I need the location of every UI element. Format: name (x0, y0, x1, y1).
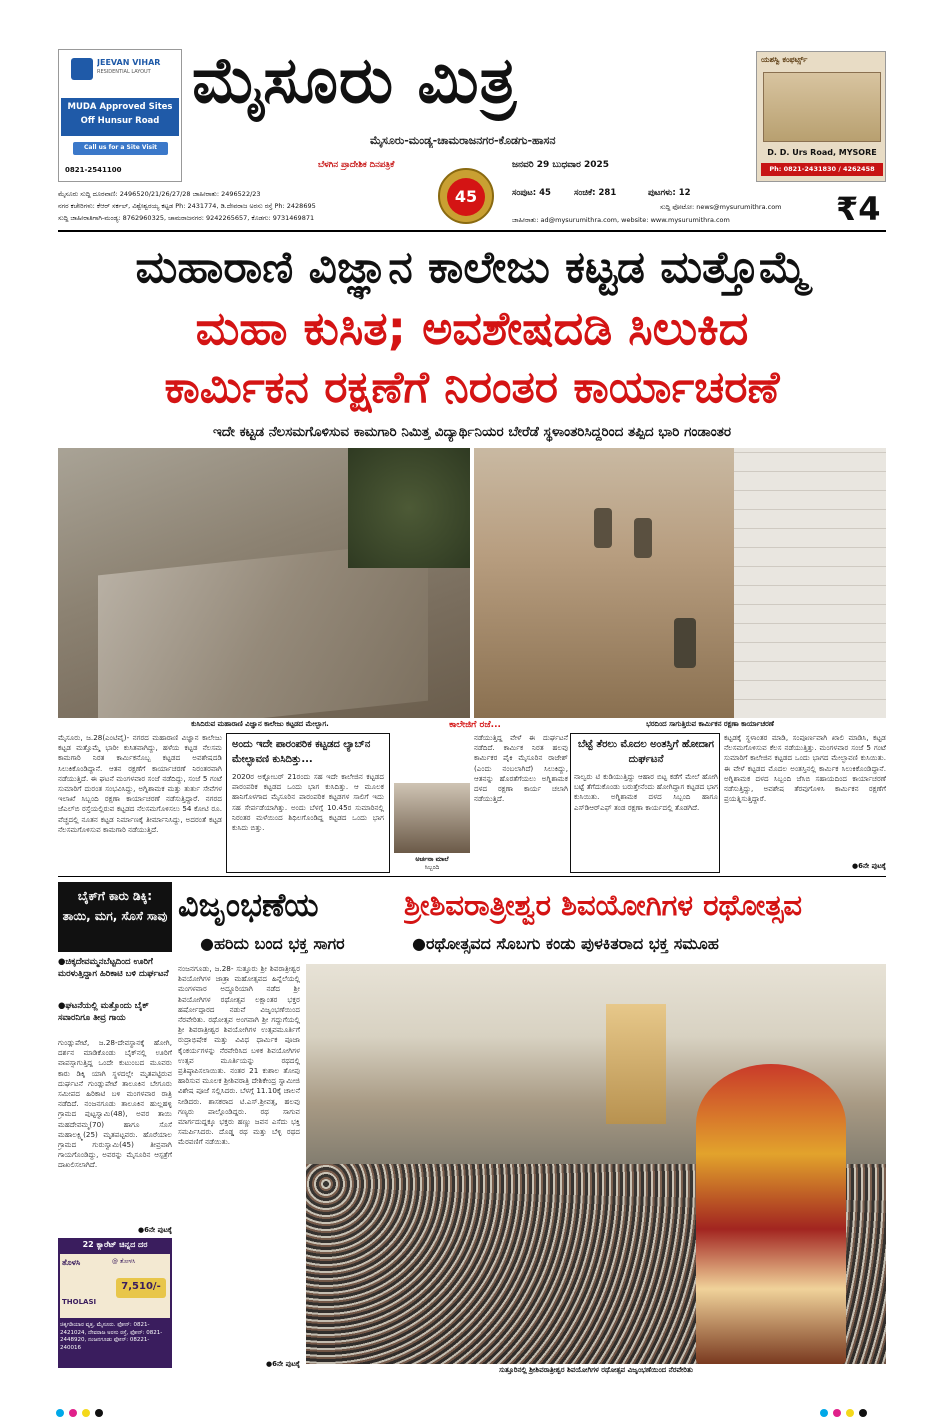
issue: ಸಂಚಿಕೆ: 281 (574, 188, 617, 198)
ad-right-address: D. D. Urs Road, MYSORE (767, 148, 877, 157)
email-ad: ಜಾಹೀರಾತು: ad@mysurumithra.com, website: www.mysurumithra.com (512, 216, 730, 224)
lead-body-col1: ಮೈಸೂರು, ಜ.28(ಎಂಟಿವೈ)- ನಗರದ ಮಹಾರಾಣಿ ವಿಜ್ಞಾನ ಕಾಲೇಜು ಕಟ್ಟಡ ಮತ್ತೊಮ್ಮೆ ಭಾರೀ ಕುಸಿತವಾಗಿದ್ದು, ಹಳೆಯ ಕಟ್ಟಡ ನೆಲಸಮ ಕಾಮಗಾರಿ ನಿರತ ಕಾರ್ಮಿಕನೊಬ್ಬ ಕಟ್ಟಡದ ಅವಶೇಷದಡಿ ಸಿಲುಕಿಕೊಂಡಿದ್ದಾನೆ. ಆತನ ರಕ್ಷಣೆಗೆ ಕಾರ್ಯಾಚರಣೆ ನಿರಂತರವಾಗಿ ನಡೆಯುತ್ತಿದೆ. ಈ ಘಟನೆ ಮಂಗಳವಾರ ಸಂಜೆ ನಡೆದಿದ್ದು, ಸಂಜೆ 5 ಗಂಟೆ ಸುಮಾರಿಗೆ ದುರಂತ ಸಂಭವಿಸಿದ್ದು, ಅಗ್ನಿಶಾಮಕ ಮತ್ತು ತುರ್ತು ಸೇವೆಗಳ ಇಲಾಖೆ ಸಿಬ್ಬಂದಿ ರಕ್ಷಣಾ ಕಾರ್ಯಾಚರಣೆ ನಡೆಸುತ್ತಿದ್ದಾರೆ. ನಗರದ ಜೆಎಲ್‌ಬಿ ರಸ್ತೆಯಲ್ಲಿರುವ ಕಟ್ಟಡದ ನೆಲಸಮಗೊಳಿಸಲು 54 ಕೋಟಿ ರೂ. ವೆಚ್ಚದಲ್ಲಿ ನೂತನ ಕಟ್ಟಡ ನಿರ್ಮಾಣಕ್ಕೆ ತೀರ್ಮಾನಿಸಿದ್ದು, ಅದರಂತೆ ಕಟ್ಟಡ ನೆಲಸಮಗೊಳಿಸುವ ಕಾಮಗಾರಿ ನಡೆಯುತ್ತಿದೆ. (58, 733, 222, 834)
registration-marks-right (820, 1402, 900, 1414)
yellow-dot (846, 1409, 854, 1417)
lead-subhead: ಇದೇ ಕಟ್ಟಡ ನೆಲಸಮಗೊಳಿಸುವ ಕಾಮಗಾರಿ ನಿಮಿತ್ತ ವಿದ್ಯಾರ್ಥಿನಿಯರ ಬೇರೆಡೆ ಸ್ಥಳಾಂತರಿಸಿದ್ದರಿಂದ ತಪ್ಪಿದ ಭಾರಿ ಗಂಡಾಂತರ (212, 424, 732, 440)
tree-foliage (348, 448, 470, 568)
side-continued[interactable]: ●6ನೇ ಪುಟಕ್ಕೆ (138, 1226, 172, 1234)
pages: ಪುಟಗಳು: 12 (648, 188, 691, 198)
masthead-tagline: ಬೆಳಗಿನ ಪ್ರಾದೇಶಿಕ ದಿನಪತ್ರಿಕೆ (318, 160, 395, 170)
box2-body: ನಡೆಯುತ್ತಿದ್ದ ವೇಳೆ ಈ ದುರ್ಘಟನೆ ನಡೆದಿದೆ. ಕಾರ್ಮಿಕ ನಿರತ ಹಲವು ಕಾರ್ಮಿಕರ ಪೈಕಿ ಮೈಸೂರಿನ ರಾಜೇಶ್ (ಎಂದು ನಂಬಲಾಗಿದೆ) ಸಿಲುಕಿದ್ದು, ಆತನನ್ನು ಹೊರತೆಗೆಯಲು ಅಗ್ನಿಶಾಮಕ ದಳದ ರಕ್ಷಣಾ ಕಾರ್ಯ ಚಲಾಗಿ ನಡೆಯುತ್ತಿದೆ. (474, 733, 568, 804)
side-body: ಗುಂಡ್ಲುಪೇಟೆ, ಜ.28-ದೇವಸ್ಥಾನಕ್ಕೆ ಹೋಗಿ, ದರ್ಶನ ಮಾಡಿಕೊಂಡು ಬೈಕ್‌ನಲ್ಲಿ ಊರಿಗೆ ವಾಪಸ್ಸಾಗುತ್ತಿದ್ದ ಒಂದೇ ಕುಟುಂಬದ ಮೂವರು ಕಾರು ಡಿಕ್ಕಿ ಯಾಗಿ ಸ್ಥಳದಲ್ಲೇ ಮೃತಪಟ್ಟಿರುವ ದುರ್ಘಟನೆ ಗುಂಡ್ಲುಪೇಟೆ ತಾಲೂಕಿನ ಬೇಗೂರು ಸಮೀಪದ ಹಿರಿಕಾಟಿ ಬಳಿ ಮಂಗಳವಾರ ರಾತ್ರಿ ನಡೆದಿದೆ. ನಂಜನಗೂಡು ತಾಲೂಕಿನ ಹುಲ್ಲಹಳ್ಳಿ ಗ್ರಾಮದ ಪುಟ್ಟಸ್ವಾಮಿ(48), ಅವರ ತಾಯಿ ಮಹದೇವಮ್ಮ(70) ಹಾಗೂ ಸೊಸೆ ಮಹಾಲಕ್ಷ್ಮಿ(25) ಮೃತಪಟ್ಟವರು. ಹೊರೆಯಾಲ ಗ್ರಾಮದ ಗುರುಸ್ವಾಮಿ(45) ತೀವ್ರವಾಗಿ ಗಾಯಗೊಂಡಿದ್ದು, ಅವರನ್ನು ಮೈಸೂರಿನ ಆಸ್ಪತ್ರೆಗೆ ದಾಖಲಿಸಲಾಗಿದೆ. (58, 1038, 172, 1170)
lead-headline-3: ಕಾರ್ಮಿಕನ ರಕ್ಷಣೆಗೆ ನಿರಂತರ ಕಾರ್ಯಾಚರಣೆ (164, 362, 780, 413)
rescuer-3 (674, 618, 696, 668)
gold-ad-brand-kn: ತೊಳಸಿ (62, 1258, 81, 1267)
masthead-title: ಮೈಸೂರು ಮಿತ್ರ (192, 44, 518, 118)
cyan-dot (820, 1409, 828, 1417)
volume: ಸಂಪುಟ: 45 (512, 188, 551, 198)
magenta-dot (833, 1409, 841, 1417)
person-name: ಅರ್ಚನಾ ಮಾಲೆ (415, 855, 449, 863)
gold-ad-price: 7,510/- (121, 1281, 161, 1292)
lead-body-col4: ಕಟ್ಟಡಕ್ಕೆ ಸ್ಥಳಾಂತರ ಮಾಡಿ, ಸಂಪೂರ್ಣವಾಗಿ ಖಾಲಿ ಮಾಡಿಸಿ, ಕಟ್ಟಡ ನೆಲಸಮಗೊಳಿಸುವ ಕೆಲಸ ನಡೆಯುತ್ತಿತ್ತು. ಮಂಗಳವಾರ ಸಂಜೆ 5 ಗಂಟೆ ಸುಮಾರಿಗೆ ಕಾಲೇಜಿನ ಕಟ್ಟಡದ ಒಂದು ಭಾಗದ ಮೇಲ್ಛಾವಣಿ ಕುಸಿಯಿತು. ಈ ವೇಳೆ ಕಟ್ಟಡದ ಮೊದಲ ಅಂತಸ್ತಿನಲ್ಲಿ ಕಾರ್ಮಿಕ ಸಿಲುಕಿಕೊಂಡಿದ್ದಾನೆ. ಅಗ್ನಿಶಾಮಕ ದಳದ ಸಿಬ್ಬಂದಿ ಜೆಸಿಬಿ ಸಹಾಯದಿಂದ ಕಾರ್ಯಾಚರಣೆ ನಡೆಸುತ್ತಿದ್ದು, ಅವಶೇಷ ತೆರವುಗೊಳಿಸಿ ಕಾರ್ಮಿಕನ ರಕ್ಷಣೆಗೆ ಪ್ರಯತ್ನಿಸುತ್ತಿದ್ದಾರೆ. (724, 733, 886, 804)
wall-tiles (734, 448, 886, 718)
collapsed-building-photo (58, 448, 470, 718)
gold-ad-brand: THOLASI (62, 1298, 97, 1306)
ad-right-phone: Ph: 0821-2431830 / 4262458 (769, 165, 875, 173)
ad-phone: 0821-2541100 (65, 166, 122, 174)
temple-tower (606, 1004, 666, 1124)
lead-headline-1: ಮಹಾರಾಣಿ ವಿಜ್ಞಾನ ಕಾಲೇಜು ಕಟ್ಟಡ ಮತ್ತೊಮ್ಮೆ (135, 242, 809, 293)
gold-ad-footer: ಚಿಕ್ಕಗಡಿಯಾರ ವೃತ್ತ, ಮೈಸೂರು. ಫೋನ್: 0821-2421024, ದೇವರಾಜ ಅರಸು ರಸ್ತೆ, ಫೋನ್: 0821-2448920, ನಂಜನಗೂಡು ಫೋನ್: 08221-240016 (60, 1322, 163, 1351)
section-rule (58, 876, 886, 877)
festival-body: ನಂಜನಗೂಡು, ಜ.28- ಸುತ್ತೂರು ಶ್ರೀ ಶಿವರಾತ್ರೀಶ್ವರ ಶಿವಯೋಗಿಗಳ ಜಾತ್ರಾ ಮಹೋತ್ಸವದ ಹಿನ್ನೆಲೆಯಲ್ಲಿ ಮಂಗಳವಾರ ಅದ್ಧೂರಿಯಾಗಿ ನಡೆದ ಶ್ರೀ ಶಿವಯೋಗಿಗಳ ರಥೋತ್ಸವ ಲಕ್ಷಾಂತರ ಭಕ್ತರ ಹರ್ಷೋದ್ಗಾರದ ನಡುವೆ ವಿಜೃಂಭಣೆಯಿಂದ ನೆರವೇರಿತು. ರಥೋತ್ಸವ ಅಂಗವಾಗಿ ಶ್ರೀ ಗದ್ದುಗೆಯಲ್ಲಿ ಶ್ರೀ ಶಿವರಾತ್ರೀಶ್ವರ ಶಿವಯೋಗಿಗಳ ಉತ್ಸವಮೂರ್ತಿಗೆ ರುದ್ರಾಭಿಷೇಕ ಮತ್ತು ವಿವಿಧ ಧಾರ್ಮಿಕ ಪೂಜಾ ಕೈಂಕರ್ಯಗಳನ್ನು ನೆರವೇರಿಸಿದ ಬಳಿಕ ಶಿವಯೋಗಿಗಳ ಉತ್ಸವ ಮೂರ್ತಿಯನ್ನು ರಥದಲ್ಲಿ ಪ್ರತಿಷ್ಠಾಪಿಸಲಾಯಿತು. ನಂತರ 21 ಕುಶಾಲ ತೋಪು ಹಾರಿಸುವ ಮೂಲಕ ಶ್ರೀಶಿವರಾತ್ರಿ ದೇಶಿಕೇಂದ್ರ ಸ್ವಾಮೀಜಿ ವಿಶೇಷ ಪೂಜೆ ಸಲ್ಲಿಸಿದರು. ಬೆಳಗ್ಗೆ 11.10ಕ್ಕೆ ಚಾಲನೆ ನೀಡಿದರು. ಶಾಸಕರಾದ ಟಿ.ಎಸ್.ಶ್ರೀವತ್ಸ, ಹಲವು ಗಣ್ಯರು ಪಾಲ್ಗೊಂಡಿದ್ದರು. ರಥ ಸಾಗುವ ಮಾರ್ಗದುದ್ದಕ್ಕೂ ಭಕ್ತರು ಹಣ್ಣು ಜವನ ಎಸೆದು ಭಕ್ತಿ ಸಮರ್ಪಿಸಿದರು. ದೊಡ್ಡ ರಥ ಮತ್ತು ಬೆಳ್ಳಿ ರಥದ ಮೆರವಣಿಗೆ ನಡೆಯಿತು. (178, 964, 300, 1147)
magenta-dot (69, 1409, 77, 1417)
price: ₹4 (836, 190, 881, 228)
festival-sub-b: ●ರಥೋತ್ಸವದ ಸೊಬಗು ಕಂಡು ಪುಳಕಿತರಾದ ಭಕ್ತ ಸಮೂಹ (412, 934, 719, 953)
ad-logo (71, 58, 93, 80)
side-bullet-2: ●ಘಟನೆಯಲ್ಲಿ ಮತ್ತೊಂದು ಬೈಕ್ ಸವಾರನಿಗೂ ತೀವ್ರ ಗಾಯ (58, 1001, 149, 1023)
box3-title: ಬೆಟ್ಟೆ ತೆರಲು ಮೊದಲ ಅಂತಸ್ತಿಗೆ ಹೋದಾಗ ದುರ್ಘಟನೆ (578, 739, 714, 765)
contact-line-2: ನಗರ ಕಚೇರಿಗಳು: ಕೆಆರ್ ಸರ್ಕಲ್, ವಿಶ್ವೇಶ್ವರಯ್ಯ ಕಟ್ಟಡ Ph: 2431774, ಡಿ.ದೇವರಾಜ ಅರಸು ರಸ್ತೆ Ph: 2428695 (58, 202, 316, 210)
person-photo (394, 783, 470, 853)
festival-caption: ಸುತ್ತೂರಿನಲ್ಲಿ ಶ್ರೀಶಿವರಾತ್ರೀಶ್ವರ ಶಿವಯೋಗಿಗಳ ರಥೋತ್ಸವ ವಿಜೃಂಭಣೆಯಿಂದ ನೆರವೇರಿತು (499, 1366, 693, 1374)
yellow-dot (82, 1409, 90, 1417)
masthead-rule (58, 230, 886, 232)
box3-body: ನಾಲ್ವರು ಟಿ ಕುಡಿಯುತ್ತಿದ್ದು ಆಹಾರ ಬಿಟ್ಟ ಕಡೆಗೆ ಮೇಲೆ ಹೋಗಿ ಬಟ್ಟೆ ತೆಗೆದುಕೊಂಡು ಬರುತ್ತೇನೆಂದು ಹೋಗಿದ್ದಾಗ ಕಟ್ಟಡದ ಭಾಗ ಕುಸಿಯಿತು. ಅಗ್ನಿಶಾಮಕ ದಳದ ಸಿಬ್ಬಂದಿ ಹಾಗೂ ಎಸ್‌ಡಿಆರ್‌ಎಫ್ ತಂಡ ರಕ್ಷಣಾ ಕಾರ್ಯದಲ್ಲಿ ತೊಡಗಿದೆ. (574, 772, 718, 812)
caption-left: ಕುಸಿದಿರುವ ಮಹಾರಾಣಿ ವಿಜ್ಞಾನ ಕಾಲೇಜು ಕಟ್ಟಡದ ಮೇಲ್ಭಾಗ. (191, 720, 329, 728)
side-headline: ಬೈಕ್‌ಗೆ ಕಾರು ಡಿಕ್ಕಿ: ತಾಯಿ, ಮಗ, ಸೊಸೆ ಸಾವು (62, 889, 168, 923)
chariot (696, 1064, 846, 1364)
festival-sub-a: ●ಹರಿದು ಬಂದ ಭಕ್ತ ಸಾಗರ (200, 934, 345, 953)
rescue-operation-photo (474, 448, 886, 718)
caption-right: ಭರದಿಂದ ಸಾಗುತ್ತಿರುವ ಕಾರ್ಮಿಕನ ರಕ್ಷಣಾ ಕಾರ್ಯಾಚರಣೆ (646, 720, 774, 728)
cyan-dot (56, 1409, 64, 1417)
caption-mid: ಕಾಲೇಜಿಗೆ ರಜೆ... (449, 720, 501, 730)
email-news: ಸುದ್ದಿ ಫೋಟೋ: news@mysurumithra.com (660, 203, 782, 211)
festival-continued[interactable]: ●6ನೇ ಪುಟಕ್ಕೆ (266, 1360, 300, 1368)
rescuer-1 (594, 508, 612, 548)
box1-body: 2020ರ ಅಕ್ಟೋಬರ್ 21ರಂದು ಸಹ ಇದೇ ಕಾಲೇಜಿನ ಕಟ್ಟಡದ ಪಾರಂಪರಿಕ ಕಟ್ಟಡದ ಒಂದು ಭಾಗ ಕುಸಿದಿತ್ತು. ಆ ಮೂಲಕ ಹಾನಿಗೊಳಗಾದ ಮೈಸೂರಿನ ಪಾರಂಪರಿಕ ಕಟ್ಟಡಗಳ ಸಾಲಿಗೆ ಇದು ಸಹ ಸೇರ್ಪಡೆಯಾಗಿತ್ತು. ಅಂದು ಬೆಳಗ್ಗೆ 10.45ರ ಸುಮಾರಿನಲ್ಲಿ ನಿರಂತರ ಮಳೆಯಿಂದ ಶಿಥಿಲಗೊಂಡಿದ್ದ ಕಟ್ಟಡದ ಒಂದು ಭಾಗ ಕುಸಿದು ಬಿತ್ತು. (232, 772, 384, 833)
black-dot (95, 1409, 103, 1417)
lead-headline-2: ಮಹಾ ಕುಸಿತ; ಅವಶೇಷದಡಿ ಸಿಲುಕಿದ (195, 301, 749, 355)
ad-subbrand: RESIDENTIAL LAYOUT (97, 69, 151, 75)
masthead-region: ಮೈಸೂರು-ಮಂಡ್ಯ-ಚಾಮರಾಜನಗರ-ಕೊಡಗು-ಹಾಸನ (370, 134, 556, 147)
gold-ad-title: 22 ಕ್ಯಾರೆಟ್ ಚಿನ್ನದ ದರ (82, 1240, 148, 1249)
ad-line1: MUDA Approved Sites (67, 102, 173, 112)
black-dot (859, 1409, 867, 1417)
contact-line-1: ಮೈಸೂರು ಸುದ್ದಿ ದೂರವಾಣಿ: 2496520/21/26/27/28 ಜಾಹೀರಾತು: 2496522/23 (58, 190, 261, 198)
registration-marks (56, 1402, 136, 1414)
ad-cta[interactable]: Call us for a Site Visit (84, 144, 157, 151)
ad-jeevan-vihar[interactable] (58, 49, 182, 182)
anniversary-number: 45 (454, 187, 478, 206)
ad-building-image (763, 72, 881, 142)
gold-ad-location: @ ತೋಳಸಿ (112, 1258, 136, 1265)
ad-yashasvi[interactable] (756, 51, 886, 182)
chariot-festival-photo (306, 964, 886, 1364)
lead-continued[interactable]: ●6ನೇ ಪುಟಕ್ಕೆ (852, 862, 886, 870)
festival-headline-b: ಶ್ರೀಶಿವರಾತ್ರೀಶ್ವರ ಶಿವಯೋಗಿಗಳ ರಥೋತ್ಸವ (404, 888, 802, 922)
side-bullet-1: ●ಚಿಕ್ಕದೇವಮ್ಮನಬೆಟ್ಟದಿಂದ ಊರಿಗೆ ಮರಳುತ್ತಿದ್ದಾಗ ಹಿರಿಕಾಟಿ ಬಳಿ ದುರ್ಘಟನೆ (58, 957, 169, 979)
ad-brand: JEEVAN VIHAR (97, 58, 161, 67)
festival-headline-a: ವಿಜೃಂಭಣೆಯ (178, 886, 319, 924)
masthead-date: ಜನವರಿ 29 ಬುಧವಾರ 2025 (512, 160, 610, 170)
ad-line2: Off Hunsur Road (80, 116, 160, 126)
ad-right-brand: ಯಶಸ್ವಿ ಕಂಫರ್ಟ್ಸ್ (761, 55, 808, 64)
person-role: ಸಿಬ್ಬಂದಿ (424, 864, 440, 871)
contact-line-3: ಸುದ್ದಿ ಜಾಹೀರಾತಿಗಾಗಿ-ಮಂಡ್ಯ: 8762960325, ಚಾಮರಾಜನಗರ: 9242265657, ಕೊಡಗು: 9731469871 (58, 214, 315, 222)
rescuer-2 (634, 518, 652, 558)
box1-title: ಅಂದು ಇದೇ ಪಾರಂಪರಿಕ ಕಟ್ಟಡದ ಲ್ಯಾಬ್‌ನ ಮೇಲ್ಛಾವಣಿ ಕುಸಿದಿತ್ತು... (232, 739, 371, 765)
